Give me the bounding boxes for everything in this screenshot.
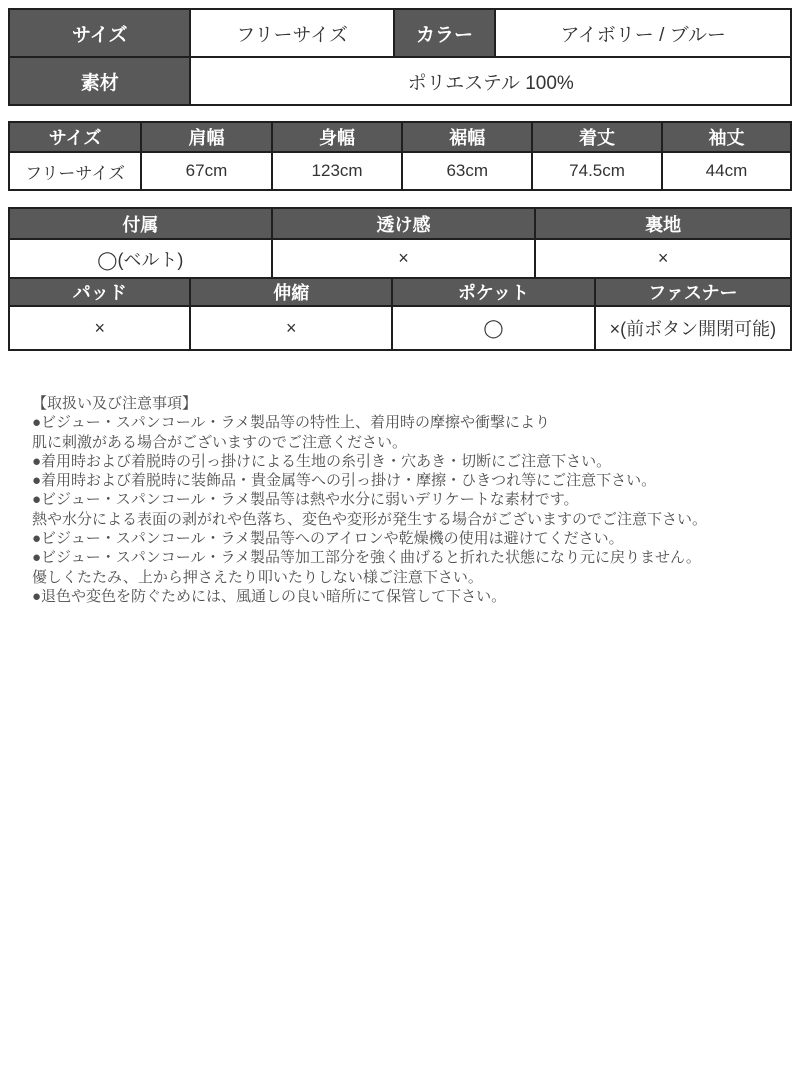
material-header-cell: 素材 xyxy=(9,57,190,105)
measure-header-shoulder: 肩幅 xyxy=(141,122,272,152)
note-line: ●ビジュー・スパンコール・ラメ製品等加工部分を強く曲げると折れた状態になり元に戻りません。 xyxy=(32,549,701,567)
feature-header-zipper: ファスナー xyxy=(595,278,791,306)
feature-header-sheerness: 透け感 xyxy=(272,208,536,239)
size-header-cell: サイズ xyxy=(9,9,190,57)
feature-value-lining: × xyxy=(535,239,791,278)
size-color-material-table xyxy=(8,8,792,106)
measure-value-hem: 63cm xyxy=(402,152,532,190)
feature-header-accessory: 付属 xyxy=(9,208,272,239)
measure-header-body-width: 身幅 xyxy=(272,122,403,152)
note-line: ●ビジュー・スパンコール・ラメ製品等の特性上、着用時の摩擦や衝撃により xyxy=(32,414,551,432)
note-line: ●ビジュー・スパンコール・ラメ製品等は熱や水分に弱いデリケートな素材です。 xyxy=(32,491,579,509)
feature-value-pocket: ◯ xyxy=(392,306,595,350)
feature-header-pocket: ポケット xyxy=(392,278,595,306)
feature-header-pad: パッド xyxy=(9,278,190,306)
measure-value-length: 74.5cm xyxy=(532,152,662,190)
color-value-cell: アイボリー / ブルー xyxy=(495,9,791,57)
feature-table-lower xyxy=(8,277,792,351)
note-line: 熱や水分による表面の剥がれや色落ち、変色や変形が発生する場合がございますのでご注意下さい。 xyxy=(32,510,708,528)
measure-header-length: 着丈 xyxy=(532,122,662,152)
measurements-table xyxy=(8,121,792,191)
color-header-cell: カラー xyxy=(394,9,496,57)
feature-table-upper xyxy=(8,207,792,279)
material-value-cell: ポリエステル 100% xyxy=(190,57,791,105)
measure-value-body-width: 123cm xyxy=(272,152,403,190)
measure-value-sleeve: 44cm xyxy=(662,152,791,190)
feature-value-sheerness: × xyxy=(272,239,536,278)
note-line: 優しくたたみ、上から押さえたり叩いたりしない様ご注意下さい。 xyxy=(32,568,483,586)
handling-notes xyxy=(32,394,784,606)
measure-header-hem: 裾幅 xyxy=(402,122,532,152)
feature-value-accessory: ◯(ベルト) xyxy=(9,239,272,278)
note-line: ●ビジュー・スパンコール・ラメ製品等へのアイロンや乾燥機の使用は避けてください。 xyxy=(32,530,624,548)
measure-header-sleeve: 袖丈 xyxy=(662,122,791,152)
note-line: 肌に刺激がある場合がございますのでご注意ください。 xyxy=(32,433,408,451)
measure-value-size: フリーサイズ xyxy=(9,152,141,190)
feature-value-stretch: × xyxy=(190,306,392,350)
feature-header-lining: 裏地 xyxy=(535,208,791,239)
feature-header-stretch: 伸縮 xyxy=(190,278,392,306)
note-line: ●着用時および着脱時に装飾品・貴金属等への引っ掛け・摩擦・ひきつれ等にご注意下さい。 xyxy=(32,472,657,490)
feature-value-pad: × xyxy=(9,306,190,350)
note-line: ●退色や変色を防ぐためには、風通しの良い暗所にて保管して下さい。 xyxy=(32,587,507,605)
size-value-cell: フリーサイズ xyxy=(190,9,393,57)
feature-value-zipper: ×(前ボタン開閉可能) xyxy=(595,306,791,350)
note-line: ●着用時および着脱時の引っ掛けによる生地の糸引き・穴あき・切断にご注意下さい。 xyxy=(32,452,612,470)
measure-value-shoulder: 67cm xyxy=(141,152,272,190)
measure-header-size: サイズ xyxy=(9,122,141,152)
handling-notes-title: 【取扱い及び注意事項】 xyxy=(32,395,198,412)
